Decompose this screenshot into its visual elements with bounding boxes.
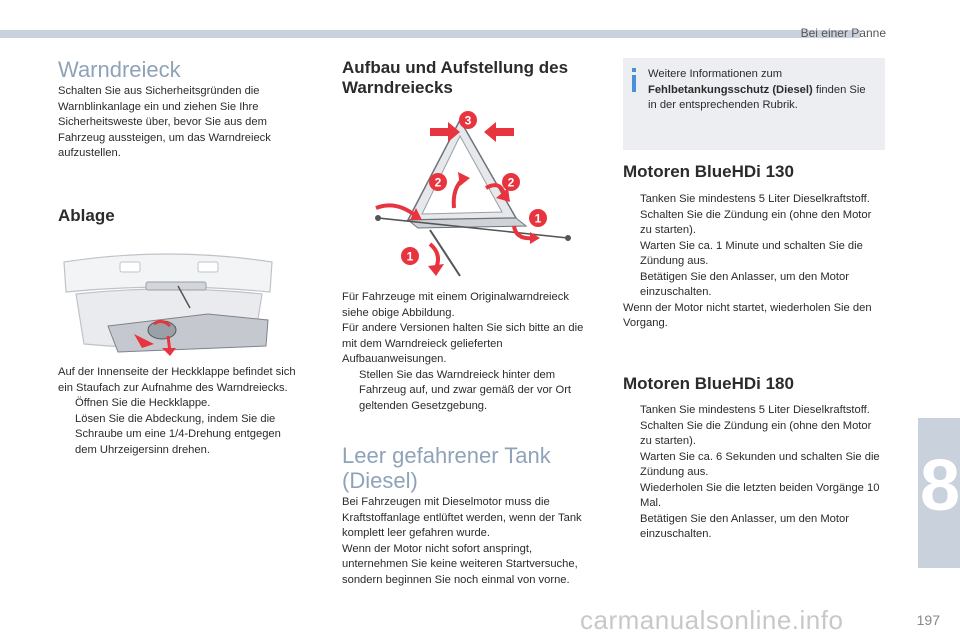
bluehdi-180-bullet: Schalten Sie die Zündung ein (ohne den Motor zu starten). [640, 419, 872, 447]
ablage-body [58, 365, 298, 458]
marker-1-left [401, 247, 419, 265]
bluehdi-180-bullet: Wiederholen Sie die letzten beiden Vorgänge 10 Mal. [640, 481, 880, 509]
tank-title: Leer gefahrener Tank (Diesel) [342, 443, 551, 493]
tank-text-2: Wenn der Motor nicht sofort anspringt, unternehmen Sie keine weiteren Startversuche, sondern beginnen Sie noch einmal von vorne. [342, 542, 578, 586]
tank-body [342, 495, 597, 588]
bluehdi-130-title: Motoren BlueHDi 130 [623, 162, 794, 181]
bluehdi-180-body [623, 403, 881, 543]
ablage-text: Auf der Innenseite der Heckklappe befindet sich ein Staufach zur Aufnahme des Warndreiecks. [58, 366, 296, 394]
chapter-tab [918, 418, 960, 568]
info-icon [632, 68, 636, 92]
watermark: carmanualsonline.info [580, 605, 844, 635]
svg-text:2: 2 [507, 175, 515, 190]
bluehdi-130-bullet: Schalten Sie die Zündung ein (ohne den Motor zu starten). [640, 208, 872, 236]
marker-2-right [502, 173, 520, 191]
info-link-text: Fehlbetankungsschutz (Diesel) [648, 83, 813, 96]
ablage-bullet: Lösen Sie die Abdeckung, indem Sie die Schraube um eine 1/4-Drehung entgegen dem Uhrzeigersinn drehen. [75, 412, 281, 456]
bluehdi-180-bullet: Betätigen Sie den Anlasser, um den Motor einzuschalten. [640, 512, 849, 540]
bluehdi-130-note: Wenn der Motor nicht startet, wiederholen Sie den Vorgang. [623, 301, 872, 329]
warndreieck-title: Warndreieck [58, 57, 181, 82]
marker-1-right [529, 209, 547, 227]
bluehdi-130-bullet: Warten Sie ca. 1 Minute und schalten Sie die Zündung aus. [640, 239, 863, 267]
bluehdi-130-bullet: Tanken Sie mindestens 5 Liter Dieselkraftstoff. [640, 193, 870, 205]
warndreieck-intro: Schalten Sie aus Sicherheitsgründen die Warnblinkanlage ein und ziehen Sie Ihre Sicherheitsweste über, bevor Sie aus dem Fahrzeug aussteigen, um das Warndreieck aufzustellen. [58, 85, 271, 159]
ablage-title: Ablage [58, 206, 115, 225]
tailgate-illustration [58, 248, 280, 356]
svg-text:1: 1 [406, 249, 414, 264]
page-number: 197 [916, 612, 940, 628]
info-box [623, 58, 885, 150]
marker-3 [459, 111, 477, 129]
tank-text-1: Bei Fahrzeugen mit Dieselmotor muss die Kraftstoffanlage entlüftet werden, wenn der Tank komplett leer gefahren wurde. [342, 496, 582, 539]
aufbau-text-2: Für andere Versionen halten Sie sich bitte an die mit dem Warndreieck gelieferten Aufbauanweisungen. [342, 322, 584, 365]
aufbau-bullet: Stellen Sie das Warndreieck hinter dem Fahrzeug auf, und zwar gemäß der vor Ort geltenden Gesetzgebung. [359, 368, 572, 412]
aufbau-text-1: Für Fahrzeuge mit einem Originalwarndreieck siehe obige Abbildung. [342, 291, 569, 319]
top-band [0, 30, 860, 38]
bluehdi-130-bullet: Betätigen Sie den Anlasser, um den Motor einzuschalten. [640, 270, 849, 298]
ablage-bullet: Öffnen Sie die Heckklappe. [75, 397, 211, 409]
bluehdi-180-bullet: Tanken Sie mindestens 5 Liter Dieselkraftstoff. [640, 404, 870, 416]
bluehdi-180-title: Motoren BlueHDi 180 [623, 374, 794, 393]
chapter-number: 8 [920, 446, 960, 526]
section-title: Bei einer Panne [800, 26, 886, 40]
bluehdi-130-body [623, 192, 881, 332]
aufbau-body [342, 290, 597, 414]
svg-text:3: 3 [464, 113, 472, 128]
marker-2-left [429, 173, 447, 191]
svg-text:2: 2 [434, 175, 442, 190]
bluehdi-180-bullet: Warten Sie ca. 6 Sekunden und schalten Sie die Zündung aus. [640, 450, 880, 478]
info-text: Weitere Informationen zum Fehlbetankungsschutz (Diesel) finden Sie in der entsprechenden Rubrik. [648, 68, 866, 111]
svg-text:1: 1 [534, 211, 542, 226]
aufbau-title: Aufbau und Aufstellung des Warndreiecks [342, 58, 569, 97]
triangle-illustration [368, 108, 580, 282]
